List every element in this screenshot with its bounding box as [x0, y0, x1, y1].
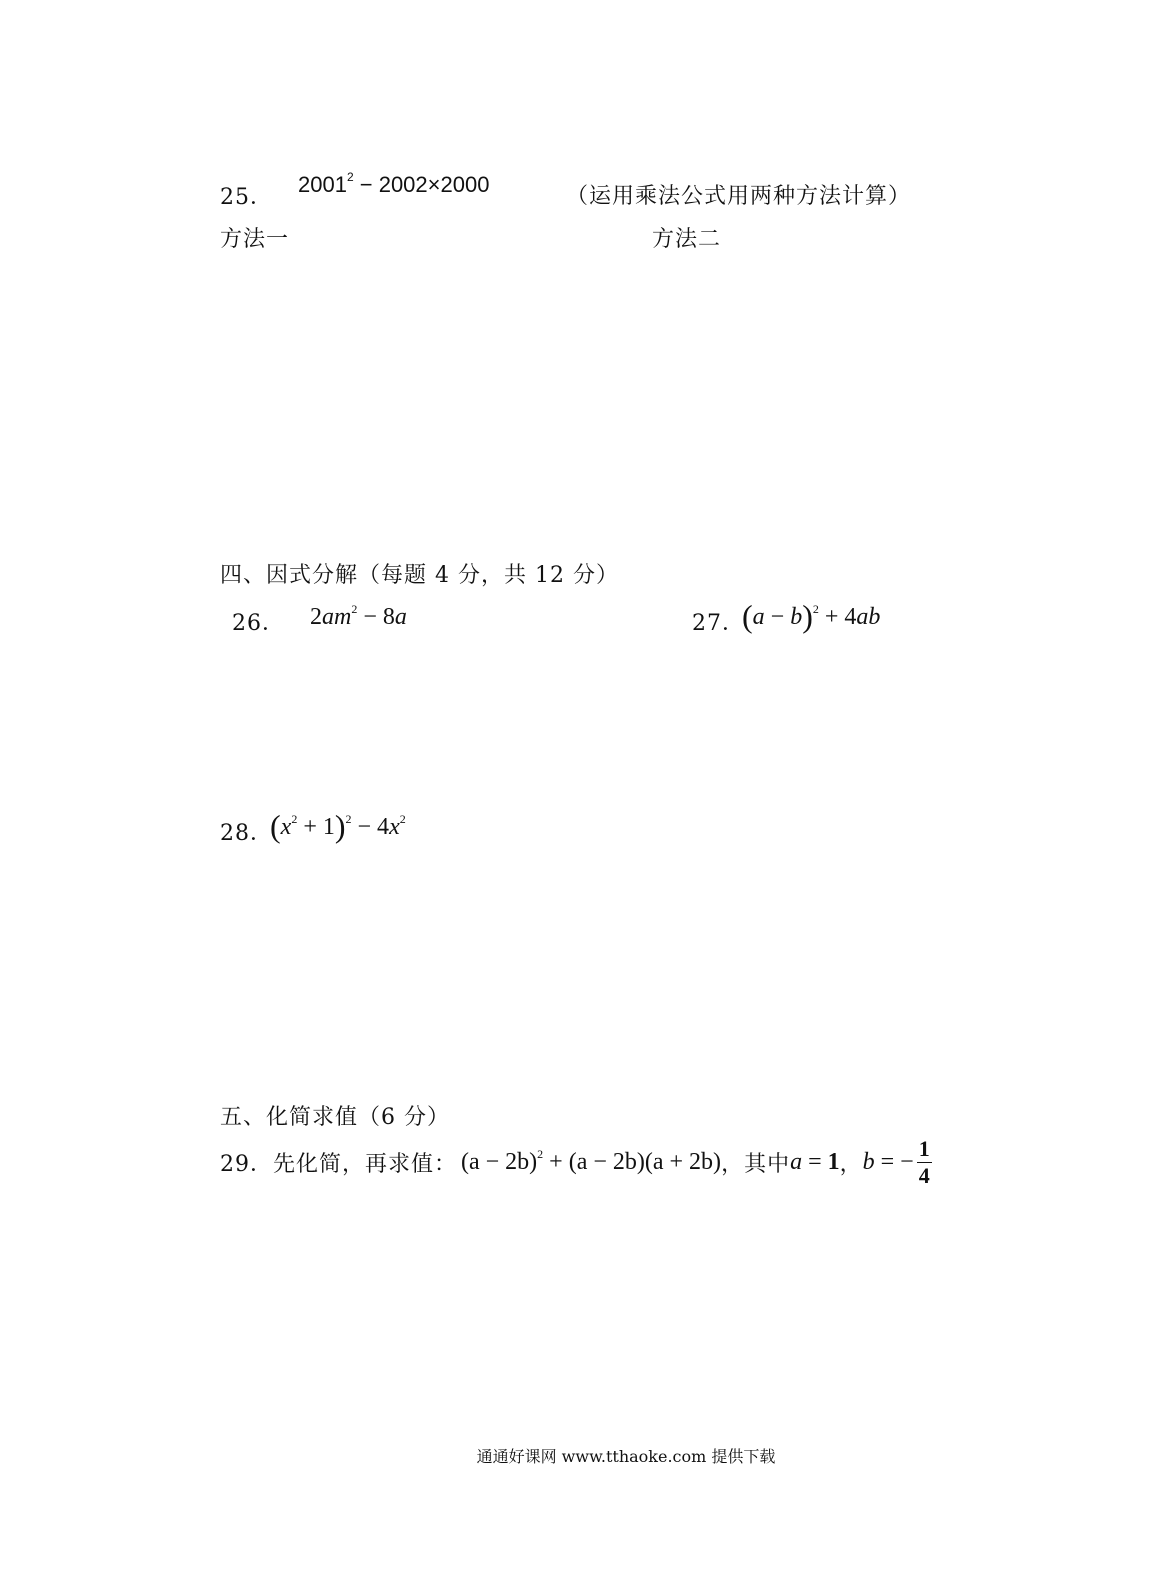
- q25-method1-label: 方法一: [220, 227, 290, 252]
- q26-rest-var: a: [394, 604, 407, 630]
- q26-rest-op: − 8: [357, 604, 395, 630]
- q28-exp-x2: 2: [399, 812, 406, 826]
- q29-cond-b-var: b: [862, 1148, 875, 1175]
- q25-expr-rest: − 2002×2000: [353, 172, 490, 197]
- q28-x: x: [280, 814, 292, 840]
- q28-lparen: (: [270, 808, 281, 844]
- q25-expression: [298, 172, 489, 198]
- q28-x2: x: [389, 814, 400, 840]
- q28-exp-outer: 2: [345, 812, 352, 826]
- q29-cond-a-eq: =: [802, 1148, 828, 1175]
- q29-term2: + (a − 2b)(a + 2b): [543, 1148, 722, 1175]
- q27-rparen: ): [802, 598, 813, 634]
- q27-exp: 2: [812, 602, 819, 616]
- q28-rparen: ): [334, 808, 346, 844]
- q27-a: a: [752, 604, 765, 630]
- q26-coef: 2: [310, 604, 322, 630]
- q29-cond-b-eq: = −: [874, 1148, 914, 1175]
- q28-exp-inner: 2: [291, 812, 298, 826]
- q29-frac-num: 1: [918, 1135, 930, 1161]
- q29-cond-text: ，其中: [721, 1151, 791, 1177]
- q26-expression: [310, 604, 407, 631]
- q29-cond-a-val: 1: [827, 1148, 840, 1175]
- q28-plus1: + 1: [297, 814, 335, 840]
- q28-number: 28．: [220, 821, 273, 846]
- q28-expression: [270, 808, 406, 844]
- section5-heading: 五、化简求值（6 分）: [220, 1105, 450, 1130]
- q29-cond-a-var: a: [790, 1148, 803, 1175]
- q25-note: （运用乘法公式用两种方法计算）: [566, 184, 912, 209]
- q27-number: 27．: [692, 611, 745, 636]
- q25-expr-base: 2001: [298, 172, 347, 197]
- q29-term1-exp: 2: [537, 1146, 544, 1161]
- section4-heading: 四、因式分解（每题 4 分，共 12 分）: [220, 563, 619, 588]
- q29-term1: (a − 2b): [461, 1148, 538, 1175]
- q28-minus4: − 4: [351, 814, 390, 840]
- q25-number: 25．: [220, 185, 273, 210]
- q29-comma: ，: [839, 1151, 863, 1177]
- q29-cond-b: [863, 1149, 914, 1176]
- q27-minus: −: [764, 604, 791, 630]
- q25-expr-exp: 2: [346, 170, 354, 184]
- q26-var: am: [322, 604, 352, 630]
- q27-lparen: (: [742, 598, 753, 634]
- q29-line: [220, 1132, 932, 1192]
- q26-exp: 2: [351, 602, 358, 616]
- q27-b: b: [790, 604, 803, 630]
- q29-expression: [461, 1146, 722, 1176]
- q29-prefix: 29．先化简，再求值：: [220, 1151, 457, 1177]
- footer-text: 通通好课网 www.tthaoke.com 提供下载: [476, 1447, 776, 1466]
- q27-expression: [742, 598, 881, 634]
- q25-method2-label: 方法二: [652, 227, 722, 252]
- q29-frac-den: 4: [918, 1162, 930, 1188]
- q29-fraction: [917, 1135, 932, 1188]
- q26-number: 26．: [232, 611, 285, 636]
- q29-cond-a: [790, 1149, 840, 1176]
- q27-plus: + 4: [818, 604, 857, 630]
- q27-ab: ab: [856, 604, 881, 630]
